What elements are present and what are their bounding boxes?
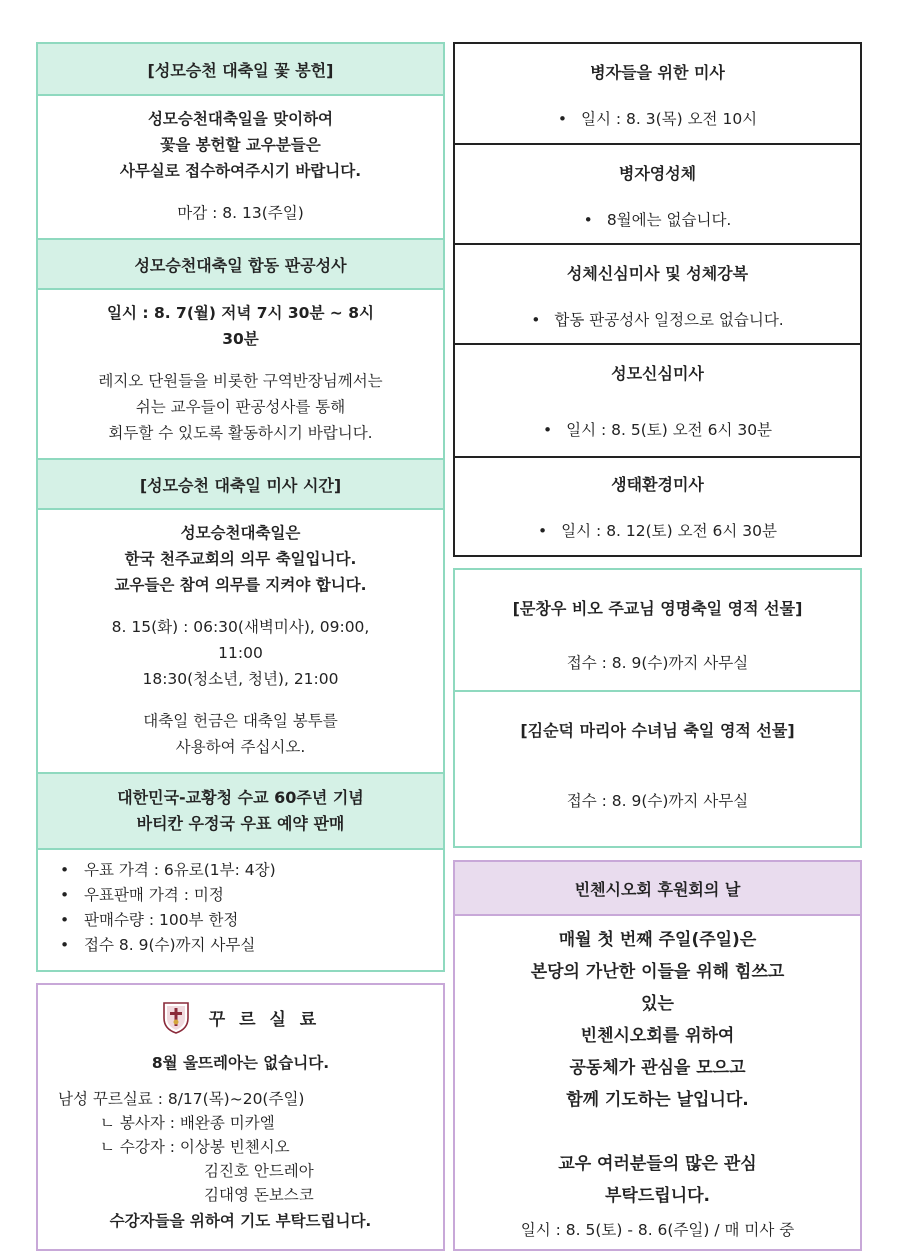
mass-time-line-2: 한국 천주교회의 의무 축일입니다. <box>124 550 357 568</box>
mass-section-sick-text: • 일시 : 8. 3(목) 오전 10시 <box>455 107 860 131</box>
cursillo-trainee-3: 김대영 돈보스코 <box>204 1186 314 1204</box>
vincent-body <box>455 916 860 1212</box>
left-notice-box <box>36 42 445 972</box>
cursillo-details <box>38 1087 443 1207</box>
flower-line-1: 성모승천대축일을 맞이하여 <box>147 110 334 128</box>
cursillo-trainee-2: 김진호 안드레아 <box>204 1162 314 1180</box>
penance-date-line-2: 30분 <box>222 330 259 348</box>
vincent-header <box>455 862 860 916</box>
mass-section-ecology-title: 생태환경미사 <box>611 475 704 494</box>
flower-deadline: 마감 : 8. 13(주일) <box>177 204 304 222</box>
mass-section-eucharist-title: 성체신심미사 및 성체강복 <box>566 264 749 283</box>
mass-time-title: [성모승천 대축일 미사 시간] <box>139 475 342 495</box>
mass-section-marian-text: • 일시 : 8. 5(토) 오전 6시 30분 <box>455 418 860 442</box>
offering-line-2: 사용하여 주십시오. <box>175 738 306 756</box>
flower-offering-header <box>38 44 443 96</box>
mass-section-ecology-text: • 일시 : 8. 12(토) 오전 6시 30분 <box>455 519 860 543</box>
vincent-line-5: 공동체가 관심을 모으고 <box>569 1058 746 1078</box>
mass-section-ecology <box>455 458 860 554</box>
mass-section-marian-title: 성모신심미사 <box>611 364 704 383</box>
mass-section-sick-title: 병자들을 위한 미사 <box>590 63 725 82</box>
stamp-item-quantity: • 판매수량 : 100부 한정 <box>60 908 443 933</box>
gift-sister-title: [김순덕 마리아 수녀님 축일 영적 선물] <box>520 721 795 740</box>
stamp-sale-list <box>38 858 443 958</box>
gift-section-bishop <box>455 570 860 692</box>
mass-section-marian <box>455 345 860 458</box>
stamp-title-line-2: 바티칸 우정국 우표 예약 판매 <box>136 814 345 833</box>
vincent-line-6: 함께 기도하는 날입니다. <box>566 1090 749 1110</box>
vincent-line-7: 교우 여러분들의 많은 관심 <box>558 1154 757 1174</box>
mass-time-schedule-3: 18:30(청소년, 청년), 21:00 <box>142 670 339 688</box>
vincent-line-8: 부탁드립니다. <box>605 1186 710 1206</box>
vincent-line-3: 있는 <box>641 994 674 1014</box>
mass-time-header <box>38 458 443 510</box>
penance-line-2: 쉬는 교우들이 판공성사를 통해 <box>135 398 346 416</box>
offering-line-1: 대축일 헌금은 대축일 봉투를 <box>143 712 338 730</box>
mass-time-body <box>38 510 443 772</box>
vincent-line-2: 본당의 가난한 이들을 위해 힘쓰고 <box>530 962 785 982</box>
cursillo-staff: ㄴ 봉사자 : 배완종 미카엘 <box>100 1114 275 1132</box>
vincent-line-1: 매월 첫 번째 주일(주일)은 <box>558 930 757 950</box>
penance-body <box>38 290 443 458</box>
cursillo-title: 꾸 르 실 료 <box>208 1009 321 1030</box>
flower-offering-title: [성모승천 대축일 꽃 봉헌] <box>147 60 334 80</box>
gift-sister-text: 접수 : 8. 9(수)까지 사무실 <box>566 792 749 810</box>
cursillo-prayer: 수강자들을 위하여 기도 부탁드립니다. <box>109 1212 372 1230</box>
gift-bishop-title: [문창우 비오 주교님 영명축일 영적 선물] <box>512 599 803 618</box>
stamp-item-sale-price: • 우표판매 가격 : 미정 <box>60 883 443 908</box>
flower-offering-body <box>38 96 443 238</box>
mass-section-sick <box>455 44 860 145</box>
penance-header <box>38 238 443 290</box>
mass-section-eucharist <box>455 245 860 345</box>
vincent-date: 일시 : 8. 5(토) - 8. 6(주일) / 매 미사 중 <box>520 1221 795 1239</box>
mass-section-communion-text: • 8월에는 없습니다. <box>455 208 860 232</box>
vincent-title: 빈첸시오회 후원회의 날 <box>574 879 741 899</box>
vincent-line-4: 빈첸시오회를 위하여 <box>580 1026 735 1046</box>
penance-title: 성모승천대축일 합동 판공성사 <box>134 255 347 275</box>
gift-section-sister <box>455 692 860 811</box>
penance-date-line-1: 일시 : 8. 7(월) 저녁 7시 30분 ~ 8시 <box>107 304 374 322</box>
mass-section-communion <box>455 145 860 245</box>
stamp-title-line-1: 대한민국-교황청 수교 60주년 기념 <box>117 788 364 807</box>
mass-time-line-3: 교우들은 참여 의무를 지켜야 합니다. <box>114 576 367 594</box>
vincent-box <box>453 860 862 1251</box>
cursillo-header <box>38 997 443 1037</box>
mass-schedule-box <box>453 42 862 557</box>
mass-time-line-1: 성모승천대축일은 <box>180 524 301 542</box>
stamp-sale-body <box>38 850 443 958</box>
cursillo-men-schedule: 남성 꾸르실료 : 8/17(목)~20(주일) <box>58 1090 305 1108</box>
flower-line-3: 사무실로 접수하여주시기 바랍니다. <box>119 162 362 180</box>
mass-time-schedule-2: 11:00 <box>218 644 263 662</box>
gift-bishop-text: 접수 : 8. 9(수)까지 사무실 <box>566 654 749 672</box>
stamp-item-deadline: • 접수 8. 9(수)까지 사무실 <box>60 933 443 958</box>
cursillo-box <box>36 983 445 1251</box>
cursillo-note: 8월 울뜨레아는 없습니다. <box>151 1054 330 1072</box>
stamp-item-price: • 우표 가격 : 6유로(1부: 4장) <box>60 858 443 883</box>
mass-time-schedule-1: 8. 15(화) : 06:30(새벽미사), 09:00, <box>111 618 370 636</box>
cursillo-trainee-1: ㄴ 수강자 : 이상봉 빈첸시오 <box>100 1138 290 1156</box>
penance-line-1: 레지오 단원들을 비롯한 구역반장님께서는 <box>98 372 383 390</box>
cursillo-emblem-icon <box>161 1000 191 1034</box>
mass-section-communion-title: 병자영성체 <box>618 164 697 183</box>
spiritual-gift-box <box>453 568 862 848</box>
flower-line-2: 꽃을 봉헌할 교우분들은 <box>160 136 321 154</box>
stamp-sale-header <box>38 772 443 850</box>
penance-line-3: 회두할 수 있도록 활동하시기 바랍니다. <box>108 424 373 442</box>
mass-section-eucharist-text: • 합동 판공성사 일정으로 없습니다. <box>455 308 860 332</box>
